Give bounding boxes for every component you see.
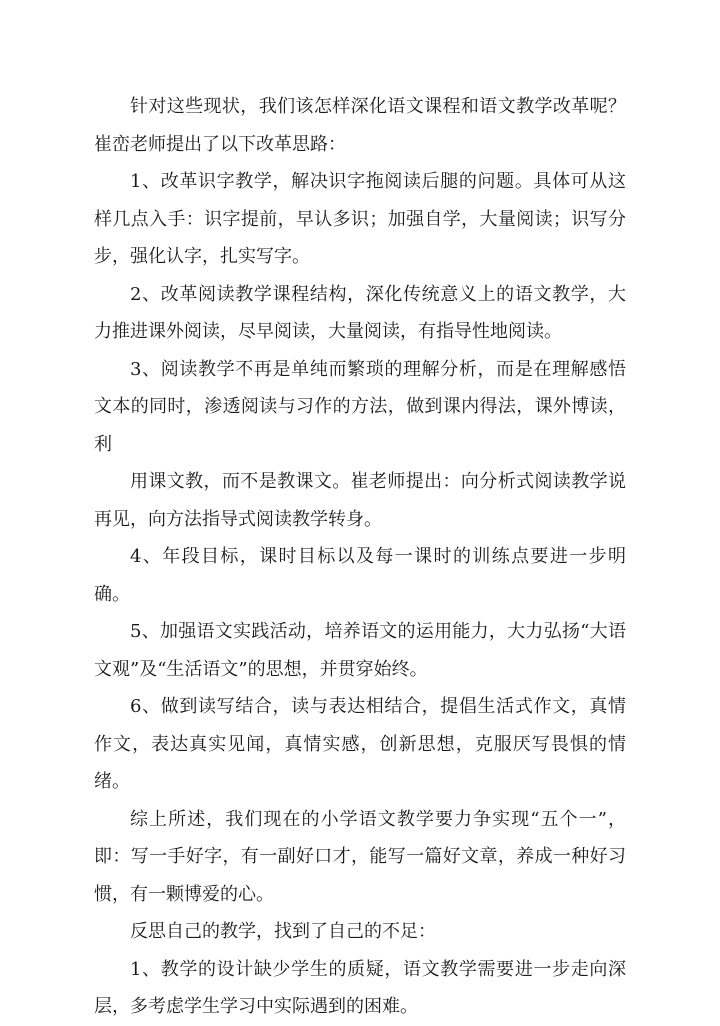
document-body xyxy=(94,88,626,1026)
paragraph-reflection: 反思自己的教学，找到了自己的不足： xyxy=(130,921,436,942)
paragraph-intro: 针对这些现状，我们该怎样深化语文课程和语文教学改革呢？崔峦老师提出了以下改革思路： xyxy=(94,96,626,155)
paragraph-shortcoming-1: 1、教学的设计缺少学生的质疑，语文教学需要进一步走向深层，多考虑学生学习中实际遇到的困难。 xyxy=(94,958,626,1017)
paragraph-item-3: 3、阅读教学不再是单纯而繁琐的理解分析，而是在理解感悟文本的同时，渗透阅读与习作的方法，做到课内得法，课外博读，利 xyxy=(94,358,626,455)
paragraph-summary: 综上所述，我们现在的小学语文教学要力争实现“五个一”，即：写一手好字，有一副好口才，能写一篇好文章，养成一种好习惯，有一颗博爱的心。 xyxy=(94,808,626,905)
paragraph-item-1: 1、改革识字教学，解决识字拖阅读后腿的问题。具体可从这样几点入手：识字提前，早认多识；加强自学，大量阅读；识写分步，强化认字，扎实写字。 xyxy=(94,171,626,267)
paragraph-item-4: 4、年段目标，课时目标以及每一课时的训练点要进一步明确。 xyxy=(94,546,626,605)
paragraph-item-3-continued: 用课文教，而不是教课文。崔老师提出：向分析式阅读教学说再见，向方法指导式阅读教学转身。 xyxy=(94,471,626,530)
paragraph-item-6: 6、做到读写结合，读与表达相结合，提倡生活式作文，真情作文，表达真实见闻，真情实感，创新思想，克服厌写畏惧的情绪。 xyxy=(94,696,626,792)
paragraph-item-5: 5、加强语文实践活动，培养语文的运用能力，大力弘扬“大语文观”及“生活语文”的思想，并贯穿始终。 xyxy=(94,621,626,680)
paragraph-item-2: 2、改革阅读教学课程结构，深化传统意义上的语文教学，大力推进课外阅读，尽早阅读，大量阅读，有指导性地阅读。 xyxy=(94,283,626,342)
